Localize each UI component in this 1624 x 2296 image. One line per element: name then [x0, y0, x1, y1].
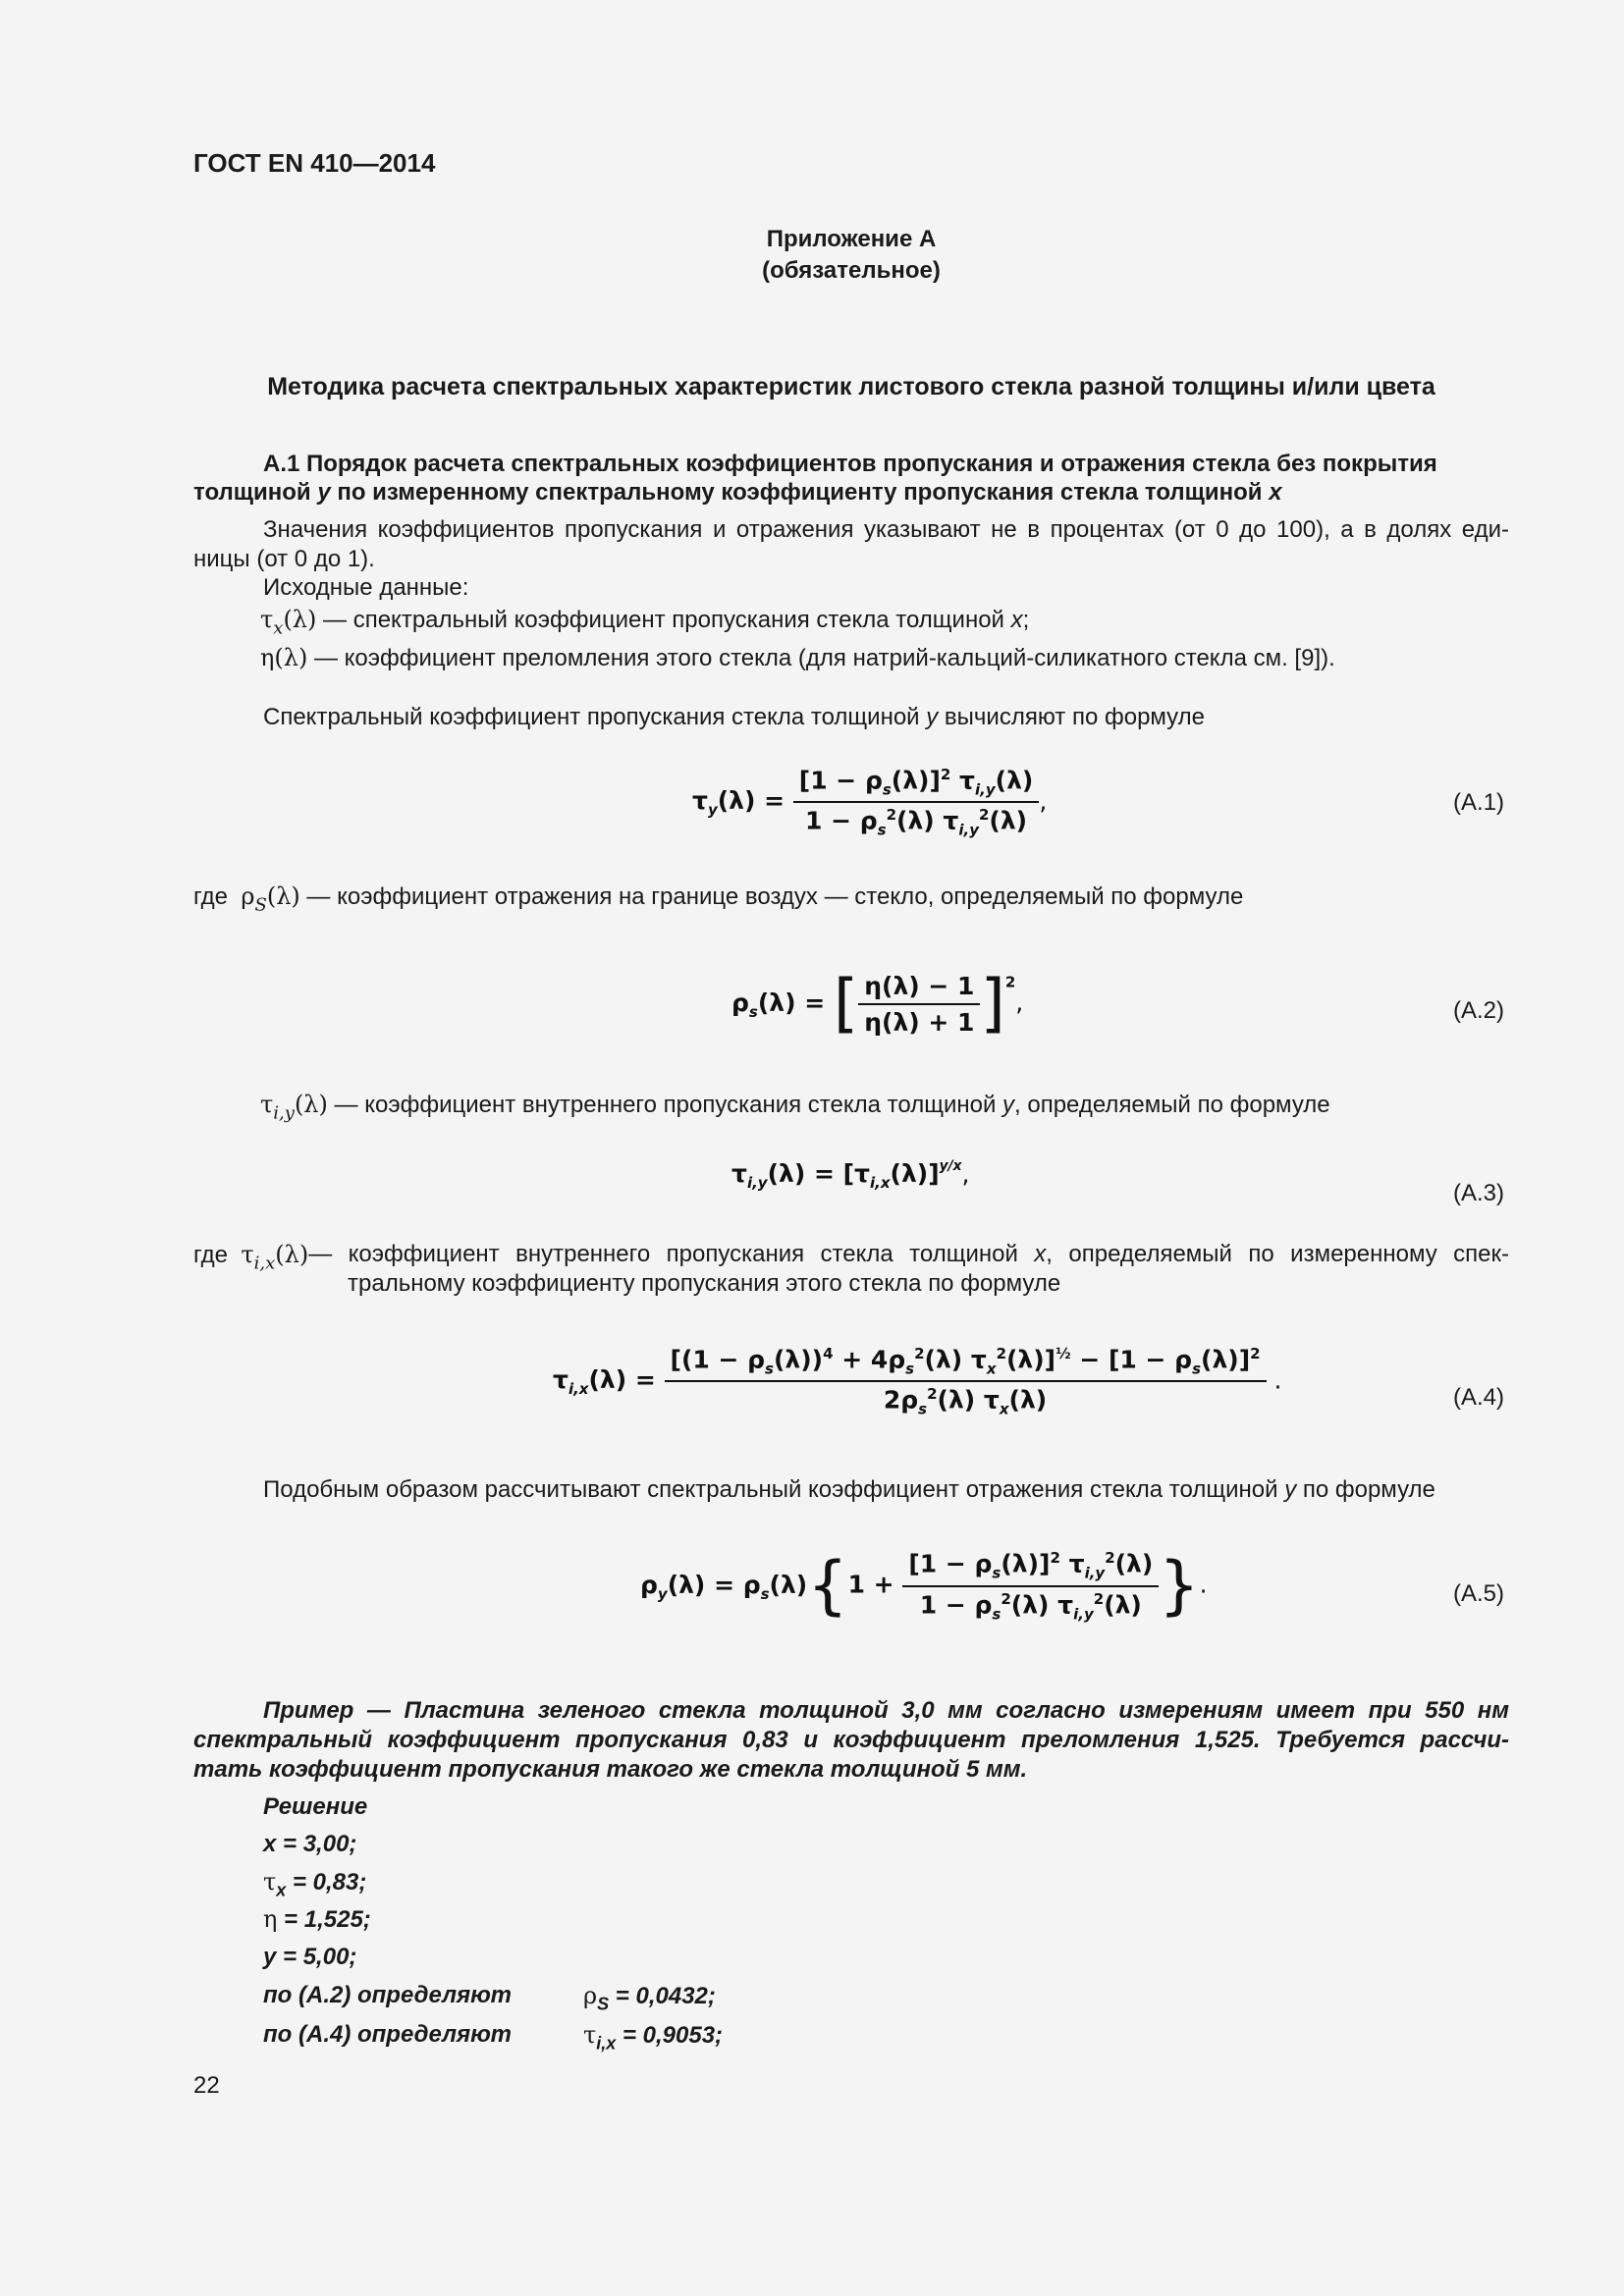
solution-eta: η = 1,525; — [263, 1905, 371, 1933]
section-title: Методика расчета спектральных характеристик листового стекла разной толщины и/или цвета — [267, 373, 1435, 400]
solution-rho-s: $\rho_S = 0,0432$; — [583, 1982, 716, 2014]
formula-a3: $\tau_{i,y}(\lambda) = [\tau_{i,x}(\lambda)]^{y/x}$, — [731, 1158, 970, 1193]
equation-number-a5: (A.5) — [1453, 1580, 1505, 1607]
solution-x: x = 3,00; — [263, 1831, 357, 1857]
formula-a2: $\rho_s(\lambda)$ = [ $\frac{\eta(\lambda) - 1}{\eta(\lambda) + 1}$ ]$^2$, — [731, 967, 1024, 1041]
ty-intro: Спектральный коэффициент пропускания стекла толщиной y вычисляют по формуле — [263, 704, 1206, 730]
tau-ix-symbol: $\tau_{i,x}(\lambda)$ — [241, 1241, 309, 1274]
standard-header: ГОСТ EN 410—2014 — [193, 148, 436, 178]
solution-by-a4: по (A.4) определяют — [263, 2021, 512, 2048]
example-block — [193, 1696, 1509, 1785]
a1-heading-line1: А.1 Порядок расчета спектральных коэффициентов пропускания и отражения стекла без покрытия — [263, 451, 1437, 477]
equation-number-a1: (A.1) — [1453, 789, 1505, 816]
units-note — [193, 515, 1509, 574]
solution-tau-x: $\tau_x = 0,83$; — [263, 1868, 367, 1900]
equation-number-a3: (A.3) — [1453, 1180, 1505, 1206]
rho-s-definition: где $\rho_S(\lambda)$ — коэффициент отражения на границе воздух — стекло, определяемый по формуле — [193, 882, 1244, 916]
ry-intro: Подобным образом рассчитывают спектральный коэффициент отражения стекла толщиной y по формуле — [263, 1476, 1435, 1503]
rho-symbol: $\rho_S(\lambda)$ — [241, 882, 300, 916]
example-line3: тать коэффициент пропускания такого же стекла толщиной 5 мм. — [193, 1756, 1028, 1783]
a1-heading-line2: толщиной y по измеренному спектральному коэффициенту пропускания стекла толщиной x — [193, 479, 1282, 506]
solution-by-a2: по (A.2) определяют — [263, 1982, 512, 2008]
annex-status: (обязательное) — [762, 257, 941, 284]
solution-label: Решение — [263, 1793, 368, 1820]
tau-iy-symbol: $\tau_{i,y}(\lambda)$ — [260, 1091, 328, 1124]
units-note-line2: ницы (от 0 до 1). — [193, 546, 375, 572]
equation-number-a2: (A.2) — [1453, 997, 1505, 1024]
example-line1: Пример — Пластина зеленого стекла толщиной 3,0 мм согласно измерениям имеет при 550 нм — [263, 1697, 1509, 1724]
tau-iy-definition: $\tau_{i,y}(\lambda)$ — коэффициент внутреннего пропускания стекла толщиной y, определяемый по формуле — [260, 1091, 1330, 1124]
equation-number-a4: (A.4) — [1453, 1384, 1505, 1411]
eta-symbol: η(λ) — [260, 644, 308, 671]
formula-a4: $\tau_{i,x}(\lambda)$ = $\frac{[(1 - \rho_s(\lambda))^4 + 4\rho_s^2(\lambda) \tau_x^2(\lambda)]^{\frac{1}{2}} - [1 - \rho_s(\lambda)]^2}{2\rho_s^2(\lambda) \tau_x(\lambda)}$ . — [553, 1345, 1282, 1418]
formula-a5: $\rho_y(\lambda) = \rho_s(\lambda)\{1$ + $\frac{[1 - \rho_s(\lambda)]^2 \tau_{i,y}^2(\lambda)}{1 - \rho_s^2(\lambda) \tau_{i,y}^2(\lambda)}$ }. — [640, 1549, 1208, 1623]
tau-ix-definition-line2: тральному коэффициенту пропускания этого стекла по формуле — [348, 1270, 1061, 1297]
tau-symbol: $\tau_x(\lambda)$ — [260, 606, 317, 639]
annex-title: Приложение А — [766, 226, 937, 252]
tau-ix-definition: где $\tau_{i,x}(\lambda)$ — коэффициент внутреннего пропускания стекла толщиной x, определяемый по измеренному спек- — [193, 1241, 1510, 1274]
eta-definition: η(λ) — коэффициент преломления этого стекла (для натрий-кальций-силикатного стекла см. [9]). — [260, 644, 1335, 671]
source-data-label: Исходные данные: — [263, 574, 469, 601]
units-note-line1: Значения коэффициентов пропускания и отражения указывают не в процентах (от 0 до 100), а в долях еди- — [263, 516, 1509, 543]
formula-a1: $\tau_y(\lambda)$ = $\frac{[1 - \rho_s(\lambda)]^2 \tau_{i,y}(\lambda)}{1 - \rho_s^2(\lambda) \tau_{i,y}^2(\lambda)}$ , — [692, 766, 1048, 839]
solution-y: y = 5,00; — [263, 1944, 357, 1970]
example-line2: спектральный коэффициент пропускания 0,83 и коэффициент преломления 1,525. Требуется рассчи- — [193, 1727, 1509, 1753]
page-number: 22 — [193, 2072, 220, 2099]
solution-tau-ix: $\tau_{i,x} = 0,9053$; — [583, 2021, 724, 2054]
tau-x-definition: $\tau_x(\lambda)$ — спектральный коэффициент пропускания стекла толщиной x; — [260, 606, 1030, 639]
